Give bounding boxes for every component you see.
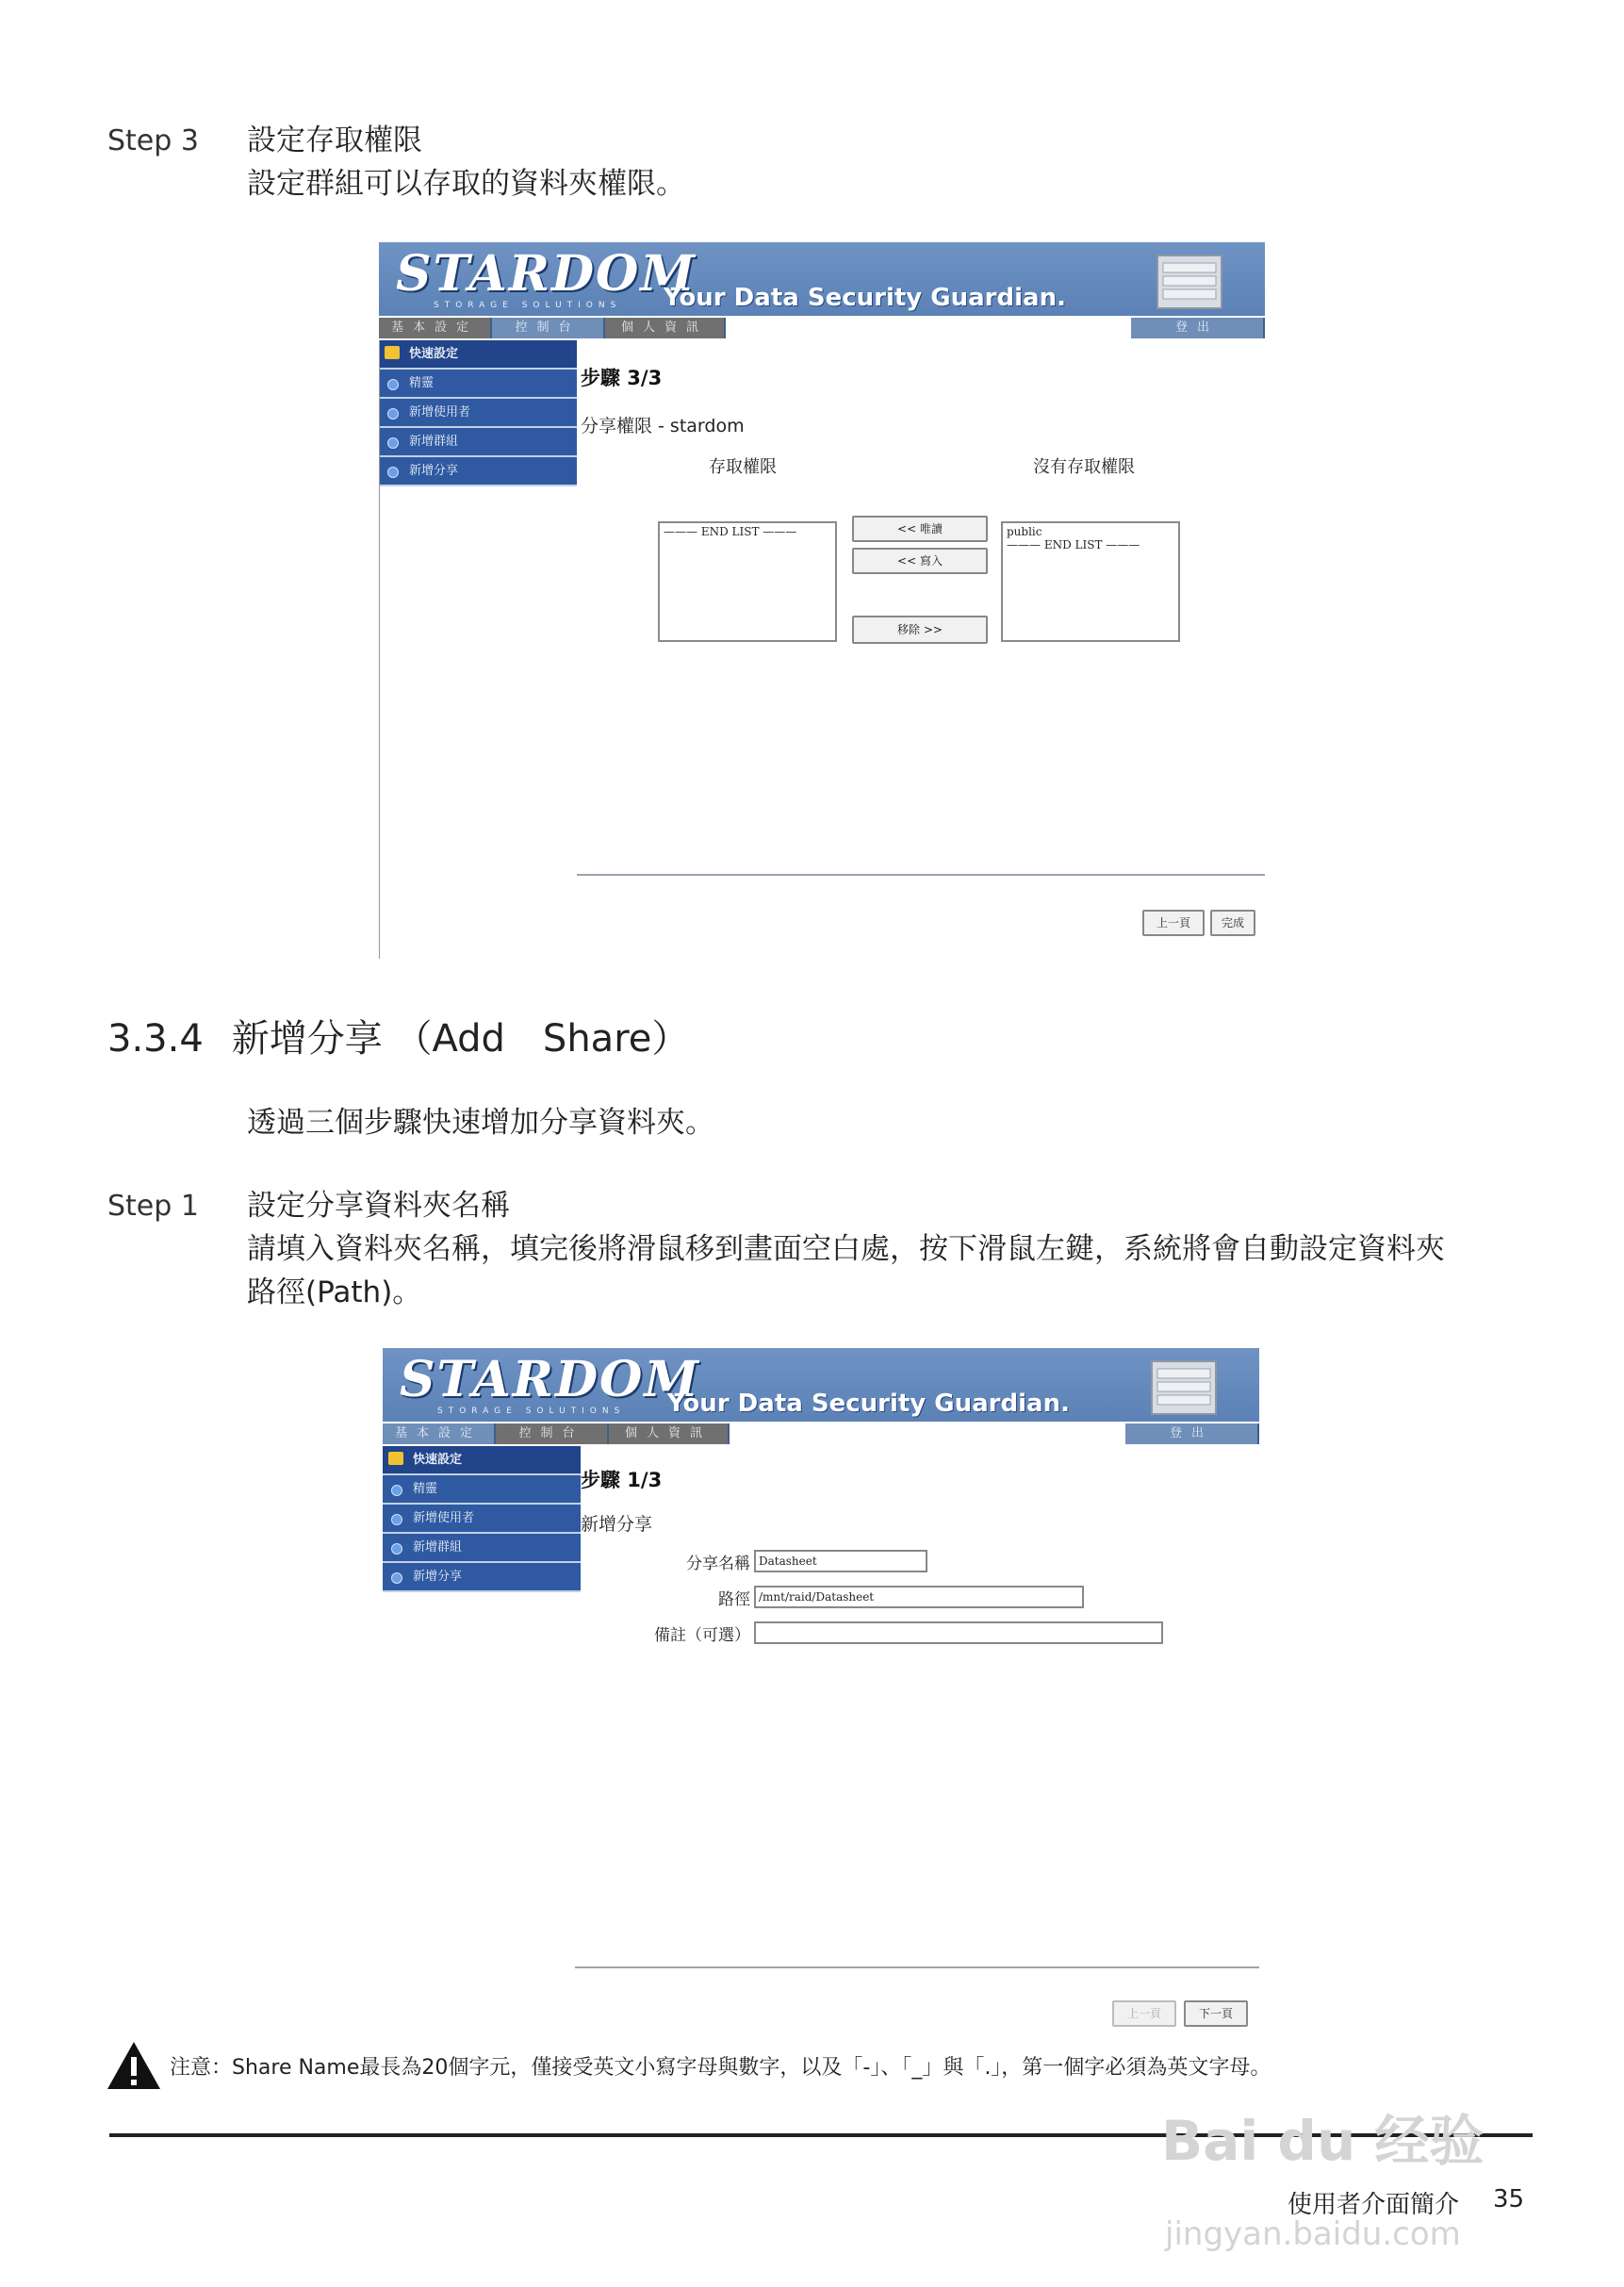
stardom-logo: STARDOM — [396, 245, 697, 303]
menu-control-panel[interactable]: 控制台 — [496, 1423, 609, 1444]
section-title: 新增分享 （Add Share） — [231, 1017, 690, 1061]
note-text: 注意：Share Name最長為20個字元，僅接受英文小寫字母與數字，以及「-」、「_」與「.」，第一個字必須為英文字母。 — [170, 2056, 1271, 2080]
bullet-icon — [387, 437, 399, 449]
sidebar-item-label: 新增群組 — [409, 435, 459, 449]
bullet-icon — [391, 1485, 402, 1496]
share-permission-title: 分享權限 - stardom — [581, 416, 745, 436]
sidebar-item-quick-setup[interactable] — [379, 340, 577, 370]
screenshot-step3 — [379, 242, 1265, 959]
step1-title: 設定分享資料夾名稱 — [247, 1189, 510, 1223]
sidebar-item-label: 新增分享 — [413, 1570, 463, 1584]
readonly-button[interactable]: << 唯讀 — [852, 516, 988, 542]
step-title: 步驟 1/3 — [581, 1469, 663, 1491]
path-label: 路徑 — [718, 1590, 750, 1609]
section-intro: 透過三個步驟快速增加分享資料夾。 — [247, 1106, 714, 1140]
top-menu — [379, 316, 1265, 340]
menu-personal-info[interactable]: 個人資訊 — [609, 1423, 730, 1444]
sidebar-item-add-share[interactable] — [383, 1563, 581, 1592]
write-button[interactable]: << 寫入 — [852, 548, 988, 574]
sidebar-item-add-group[interactable] — [383, 1534, 581, 1563]
sidebar-item-add-user[interactable] — [383, 1505, 581, 1534]
sidebar-item-label: 新增分享 — [409, 464, 459, 478]
server-icon — [1154, 252, 1225, 312]
page-number: 35 — [1493, 2185, 1525, 2213]
frame-left-border — [379, 340, 380, 959]
step1-description-line2: 路徑(Path)。 — [247, 1275, 422, 1309]
bullet-icon — [391, 1543, 402, 1555]
sidebar-item-label: 新增群組 — [413, 1540, 463, 1555]
add-share-heading: 新增分享 — [581, 1514, 653, 1535]
server-icon — [1148, 1357, 1220, 1418]
sidebar-item-wizard[interactable] — [379, 370, 577, 399]
next-page-button[interactable]: 下一頁 — [1184, 2000, 1248, 2027]
footer-title: 使用者介面簡介 — [1288, 2191, 1460, 2219]
note-label: 備註（可選） — [654, 1626, 750, 1645]
menu-logout[interactable]: 登出 — [1125, 1423, 1259, 1444]
top-menu — [383, 1422, 1259, 1446]
content-divider — [577, 874, 1265, 876]
baidu-watermark: Bai du 经验 — [1161, 2109, 1485, 2173]
menu-basic-settings[interactable]: 基本設定 — [383, 1423, 496, 1444]
lock-icon — [388, 1452, 403, 1465]
screenshot-step1 — [383, 1348, 1259, 2027]
prev-page-button[interactable]: 上一頁 — [1142, 910, 1205, 936]
path-input[interactable]: /mnt/raid/Datasheet — [754, 1586, 1084, 1608]
list-item[interactable]: ——— END LIST ——— — [664, 525, 797, 538]
logo-subtitle: STORAGE SOLUTIONS — [434, 301, 622, 310]
sidebar-item-label: 快速設定 — [409, 347, 459, 361]
prev-page-button[interactable]: 上一頁 — [1112, 2000, 1176, 2027]
sidebar — [383, 1446, 581, 1592]
step3-title: 設定存取權限 — [247, 123, 422, 157]
sidebar-item-label: 新增使用者 — [413, 1511, 475, 1525]
warning-icon — [106, 2040, 162, 2091]
sidebar-item-wizard[interactable] — [383, 1475, 581, 1505]
menu-basic-settings[interactable]: 基本設定 — [379, 318, 492, 338]
sidebar — [379, 340, 577, 486]
step3-description: 設定群組可以存取的資料夾權限。 — [247, 167, 685, 201]
remove-button[interactable]: 移除 >> — [852, 616, 988, 644]
sidebar-item-quick-setup[interactable] — [383, 1446, 581, 1475]
header-banner — [383, 1348, 1259, 1422]
no-access-column-header: 沒有存取權限 — [1033, 457, 1135, 477]
bullet-icon — [387, 408, 399, 420]
bullet-icon — [387, 379, 399, 390]
note-input[interactable] — [754, 1621, 1163, 1644]
bullet-icon — [387, 467, 399, 478]
access-column-header: 存取權限 — [709, 457, 777, 477]
bullet-icon — [391, 1514, 402, 1525]
share-name-label: 分享名稱 — [686, 1555, 750, 1573]
menu-personal-info[interactable]: 個人資訊 — [605, 318, 726, 338]
baidu-watermark-url: jingyan.baidu.com — [1165, 2215, 1461, 2253]
stardom-logo: STARDOM — [400, 1351, 700, 1408]
sidebar-item-label: 新增使用者 — [409, 405, 471, 420]
section-number: 3.3.4 — [107, 1017, 204, 1061]
share-name-input[interactable]: Datasheet — [754, 1550, 927, 1572]
section-heading — [107, 1009, 689, 1062]
sidebar-item-add-user[interactable] — [379, 399, 577, 428]
sidebar-item-label: 精靈 — [413, 1482, 438, 1496]
sidebar-item-add-share[interactable] — [379, 457, 577, 486]
tagline: Your Data Security Guardian. — [667, 1390, 1070, 1418]
sidebar-item-label: 精靈 — [409, 376, 435, 390]
tagline: Your Data Security Guardian. — [664, 284, 1066, 312]
menu-logout[interactable]: 登出 — [1131, 318, 1265, 338]
sidebar-item-label: 快速設定 — [413, 1453, 463, 1467]
lock-icon — [385, 346, 400, 359]
menu-control-panel[interactable]: 控制台 — [492, 318, 605, 338]
finish-button[interactable]: 完成 — [1210, 910, 1255, 936]
no-access-list[interactable] — [1001, 521, 1180, 642]
logo-subtitle: STORAGE SOLUTIONS — [437, 1407, 626, 1416]
header-banner — [379, 242, 1265, 316]
sidebar-item-add-group[interactable] — [379, 428, 577, 457]
step-title: 步驟 3/3 — [581, 367, 663, 389]
bullet-icon — [391, 1572, 402, 1584]
content-divider — [575, 1966, 1259, 1968]
access-list[interactable] — [658, 521, 837, 642]
list-item[interactable]: public — [1007, 525, 1042, 538]
step1-label: Step 1 — [107, 1190, 199, 1223]
list-item[interactable]: ——— END LIST ——— — [1007, 538, 1140, 551]
step1-description-line1: 請填入資料夾名稱，填完後將滑鼠移到畫面空白處，按下滑鼠左鍵，系統將會自動設定資料夾 — [247, 1232, 1445, 1266]
step3-label: Step 3 — [107, 124, 199, 157]
